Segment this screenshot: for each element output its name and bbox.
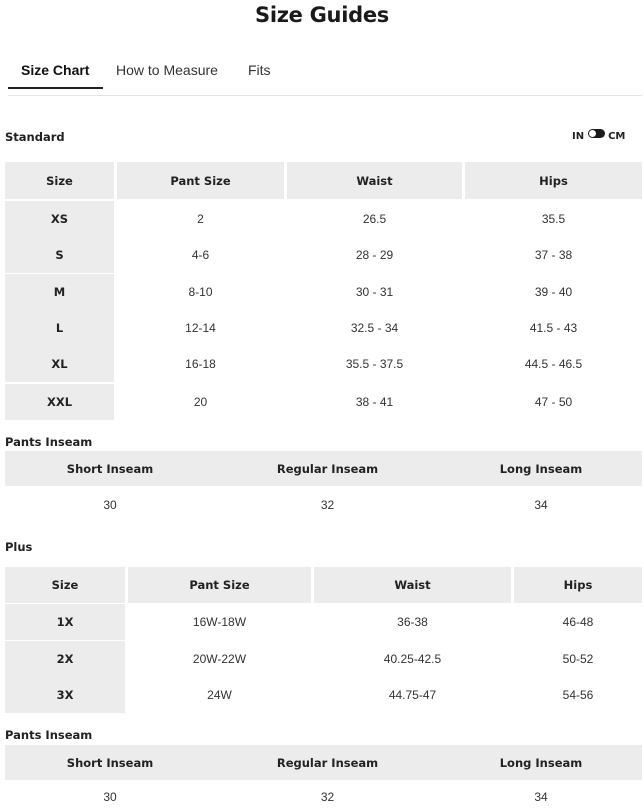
table-cell: 41.5 - 43 bbox=[529, 321, 578, 335]
table-cell: 47 - 50 bbox=[534, 395, 573, 409]
table-cell: 8-10 bbox=[188, 285, 213, 299]
inseam-value: 32 bbox=[320, 789, 335, 804]
inseam-header: Regular Inseam bbox=[215, 745, 440, 780]
table-cell: 20 bbox=[193, 395, 208, 409]
size-cell: 2X bbox=[5, 641, 125, 677]
size-cell: 3X bbox=[5, 677, 125, 713]
inseam-value: 30 bbox=[103, 497, 117, 512]
standard-inseam-label: Pants Inseam bbox=[5, 435, 93, 449]
inseam-value: 30 bbox=[103, 789, 117, 804]
plus-section-label: Plus bbox=[5, 540, 33, 554]
table-cell: 36-38 bbox=[397, 615, 428, 629]
inseam-value: 34 bbox=[534, 497, 548, 512]
table-cell: 12-14 bbox=[185, 321, 216, 335]
switch-knob bbox=[589, 130, 596, 137]
table-cell: 30 - 31 bbox=[355, 285, 394, 299]
table-cell: 50-52 bbox=[562, 652, 594, 666]
size-cell: L bbox=[5, 310, 114, 346]
tab-size-chart[interactable]: Size Chart bbox=[21, 62, 90, 78]
unit-cm-label: CM bbox=[608, 130, 626, 142]
table-cell: 54-56 bbox=[562, 688, 594, 702]
standard-section-label: Standard bbox=[5, 130, 65, 144]
column-header: Size bbox=[5, 567, 125, 603]
table-cell: 26.5 bbox=[362, 212, 387, 226]
tab-how-to-measure[interactable]: How to Measure bbox=[116, 62, 218, 78]
table-cell: 35.5 bbox=[541, 212, 566, 226]
page-title: Size Guides bbox=[255, 3, 389, 27]
active-tab-indicator bbox=[8, 87, 103, 89]
size-cell: S bbox=[5, 237, 114, 273]
size-cell: XS bbox=[5, 201, 114, 237]
unit-toggle[interactable] bbox=[572, 128, 625, 144]
table-cell: 35.5 - 37.5 bbox=[345, 357, 404, 371]
inseam-value: 32 bbox=[320, 497, 335, 512]
column-header: Pant Size bbox=[117, 162, 284, 199]
column-header: Hips bbox=[465, 162, 642, 199]
unit-switch[interactable] bbox=[588, 129, 605, 138]
table-cell: 39 - 40 bbox=[534, 285, 573, 299]
table-cell: 16W-18W bbox=[192, 615, 247, 629]
inseam-header: Regular Inseam bbox=[215, 451, 440, 486]
table-cell: 46-48 bbox=[562, 615, 594, 629]
table-cell: 2 bbox=[197, 212, 204, 226]
plus-inseam-label: Pants Inseam bbox=[5, 728, 93, 742]
inseam-header: Long Inseam bbox=[440, 745, 642, 780]
tab-fits[interactable]: Fits bbox=[248, 62, 271, 78]
table-cell: 44.75-47 bbox=[388, 688, 437, 702]
table-cell: 24W bbox=[207, 688, 232, 702]
column-header: Pant Size bbox=[128, 567, 311, 603]
table-cell: 16-18 bbox=[185, 357, 216, 371]
size-cell: M bbox=[5, 274, 114, 310]
size-cell: XL bbox=[5, 346, 114, 382]
column-header: Hips bbox=[514, 567, 642, 603]
table-cell: 38 - 41 bbox=[355, 395, 394, 409]
table-cell: 28 - 29 bbox=[355, 248, 394, 262]
inseam-header: Short Inseam bbox=[5, 451, 215, 486]
tab-bar bbox=[8, 62, 642, 96]
table-cell: 40.25-42.5 bbox=[383, 652, 442, 666]
inseam-value: 34 bbox=[534, 789, 548, 804]
inseam-header: Long Inseam bbox=[440, 451, 642, 486]
table-cell: 20W-22W bbox=[192, 652, 247, 666]
table-cell: 37 - 38 bbox=[534, 248, 573, 262]
column-header: Waist bbox=[314, 567, 511, 603]
table-cell: 4-6 bbox=[191, 248, 210, 262]
inseam-header: Short Inseam bbox=[5, 745, 215, 780]
column-header: Waist bbox=[287, 162, 462, 199]
unit-in-label: IN bbox=[572, 130, 585, 142]
table-cell: 44.5 - 46.5 bbox=[524, 357, 583, 371]
size-cell: XXL bbox=[5, 384, 114, 420]
table-cell: 32.5 - 34 bbox=[350, 321, 399, 335]
size-cell: 1X bbox=[5, 604, 125, 640]
column-header: Size bbox=[5, 162, 114, 199]
